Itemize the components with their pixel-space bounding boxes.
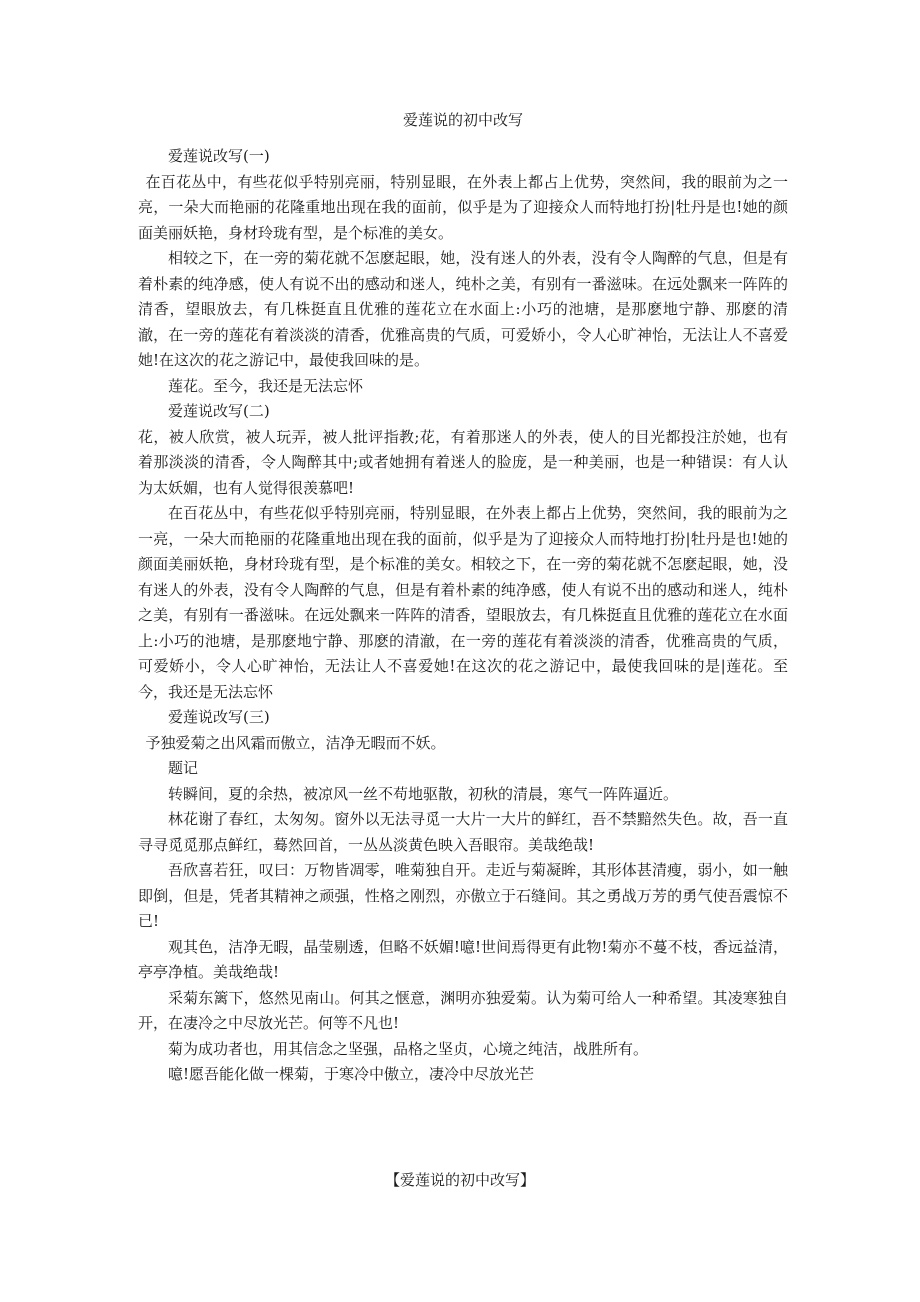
paragraph: 观其色，洁净无暇，晶莹剔透，但略不妖媚!噫!世间焉得更有此物!菊亦不蔓不枝，香远益清，亭亭净植。美哉绝哉!	[138, 937, 788, 981]
paragraph: 相较之下，在一旁的菊花就不怎麽起眼，她，没有迷人的外表，没有令人陶醉的气息，但是有着朴素的纯净感，使人有说不出的感动和迷人，纯朴之美，有别有一番滋味。在远处飘来一阵阵的清香，望眼放去，有几株挺直且优雅的莲花立在水面上:小巧的池塘，是那麽地宁静、那麽的清澈，在一旁的莲花有着淡淡的清香，优雅高贵的气质，可爱娇小，令人心旷神怡，无法让人不喜爱她!在这次的花之游记中，最使我回味的是。	[138, 249, 788, 369]
paragraph: 林花谢了春红，太匆匆。窗外以无法寻觅一大片一大片的鲜红，吾不禁黯然失色。故，吾一直寻寻觅觅那点鲜红，蓦然回首，一丛丛淡黄色映入吾眼帘。美哉绝哉!	[138, 810, 788, 854]
paragraph: 采菊东篱下，悠然见南山。何其之惬意，渊明亦独爱菊。认为菊可给人一种希望。其凌寒独自开，在凄冷之中尽放光芒。何等不凡也!	[138, 988, 788, 1032]
paragraph: 在百花丛中，有些花似乎特别亮丽，特别显眼，在外表上都占上优势，突然间，我的眼前为之一亮，一朵大而艳丽的花隆重地出现在我的面前，似乎是为了迎接众人而特地打扮|牡丹是也!她的颜面美丽妖艳，身材玲珑有型，是个标准的美女。	[138, 172, 788, 242]
section-heading-1: 爱莲说改写(一)	[168, 147, 270, 165]
paragraph: 莲花。至今，我还是无法忘怀	[168, 376, 364, 395]
epigraph: 予独爱菊之出风霜而傲立，洁净无暇而不妖。	[145, 733, 446, 752]
paragraph: 菊为成功者也，用其信念之坚强，品格之坚贞，心境之纯洁，战胜所有。	[168, 1039, 649, 1058]
paragraph: 噫!愿吾能化做一棵菊，于寒冷中傲立，凄冷中尽放光芒	[168, 1065, 535, 1083]
paragraph: 吾欣喜若狂，叹曰：万物皆凋零，唯菊独自开。走近与菊凝眸，其形体甚清瘦，弱小，如一触即倒，但是，凭者其精神之顽强，性格之刚烈，亦傲立于石缝间。其之勇战万芳的勇气使吾震惊不已!	[138, 861, 788, 930]
document-title: 爱莲说的初中改写	[402, 111, 523, 129]
footer-title: 【爱莲说的初中改写】	[384, 1171, 535, 1189]
epigraph-label: 题记	[168, 759, 199, 777]
paragraph: 在百花丛中，有些花似乎特别亮丽，特别显眼，在外表上都占上优势，突然间，我的眼前为之一亮，一朵大而艳丽的花隆重地出现在我的面前，似乎是为了迎接众人而特地打扮|牡丹是也!她的颜面美丽妖艳，身材玲珑有型，是个标准的美女。相较之下，在一旁的菊花就不怎麽起眼，她，没有迷人的外表，没有令人陶醉的气息，但是有着朴素的纯净感，使人有说不出的感动和迷人，纯朴之美，有别有一番滋味。在远处飘来一阵阵的清香，望眼放去，有几株挺直且优雅的莲花立在水面上:小巧的池塘，是那麽地宁静、那麽的清澈，在一旁的莲花有着淡淡的清香，优雅高贵的气质，可爱娇小，令人心旷神怡，无法让人不喜爱她!在这次的花之游记中，最使我回味的是|莲花。至今，我还是无法忘怀	[138, 504, 788, 701]
paragraph: 转瞬间，夏的余热，被凉风一丝不苟地驱散，初秋的清晨，寒气一阵阵逼近。	[168, 784, 679, 803]
section-heading-3: 爱莲说改写(三)	[168, 708, 270, 726]
paragraph: 花，被人欣赏，被人玩弄，被人批评指教;花，有着那迷人的外表，使人的目光都投注於她，也有着那淡淡的清香，令人陶醉其中;或者她拥有着迷人的脸庞，是一种美丽，也是一种错误：有人认为太妖媚，也有人觉得很羡慕吧!	[138, 427, 788, 497]
section-heading-2: 爱莲说改写(二)	[168, 402, 270, 420]
document-body	[138, 110, 788, 1088]
